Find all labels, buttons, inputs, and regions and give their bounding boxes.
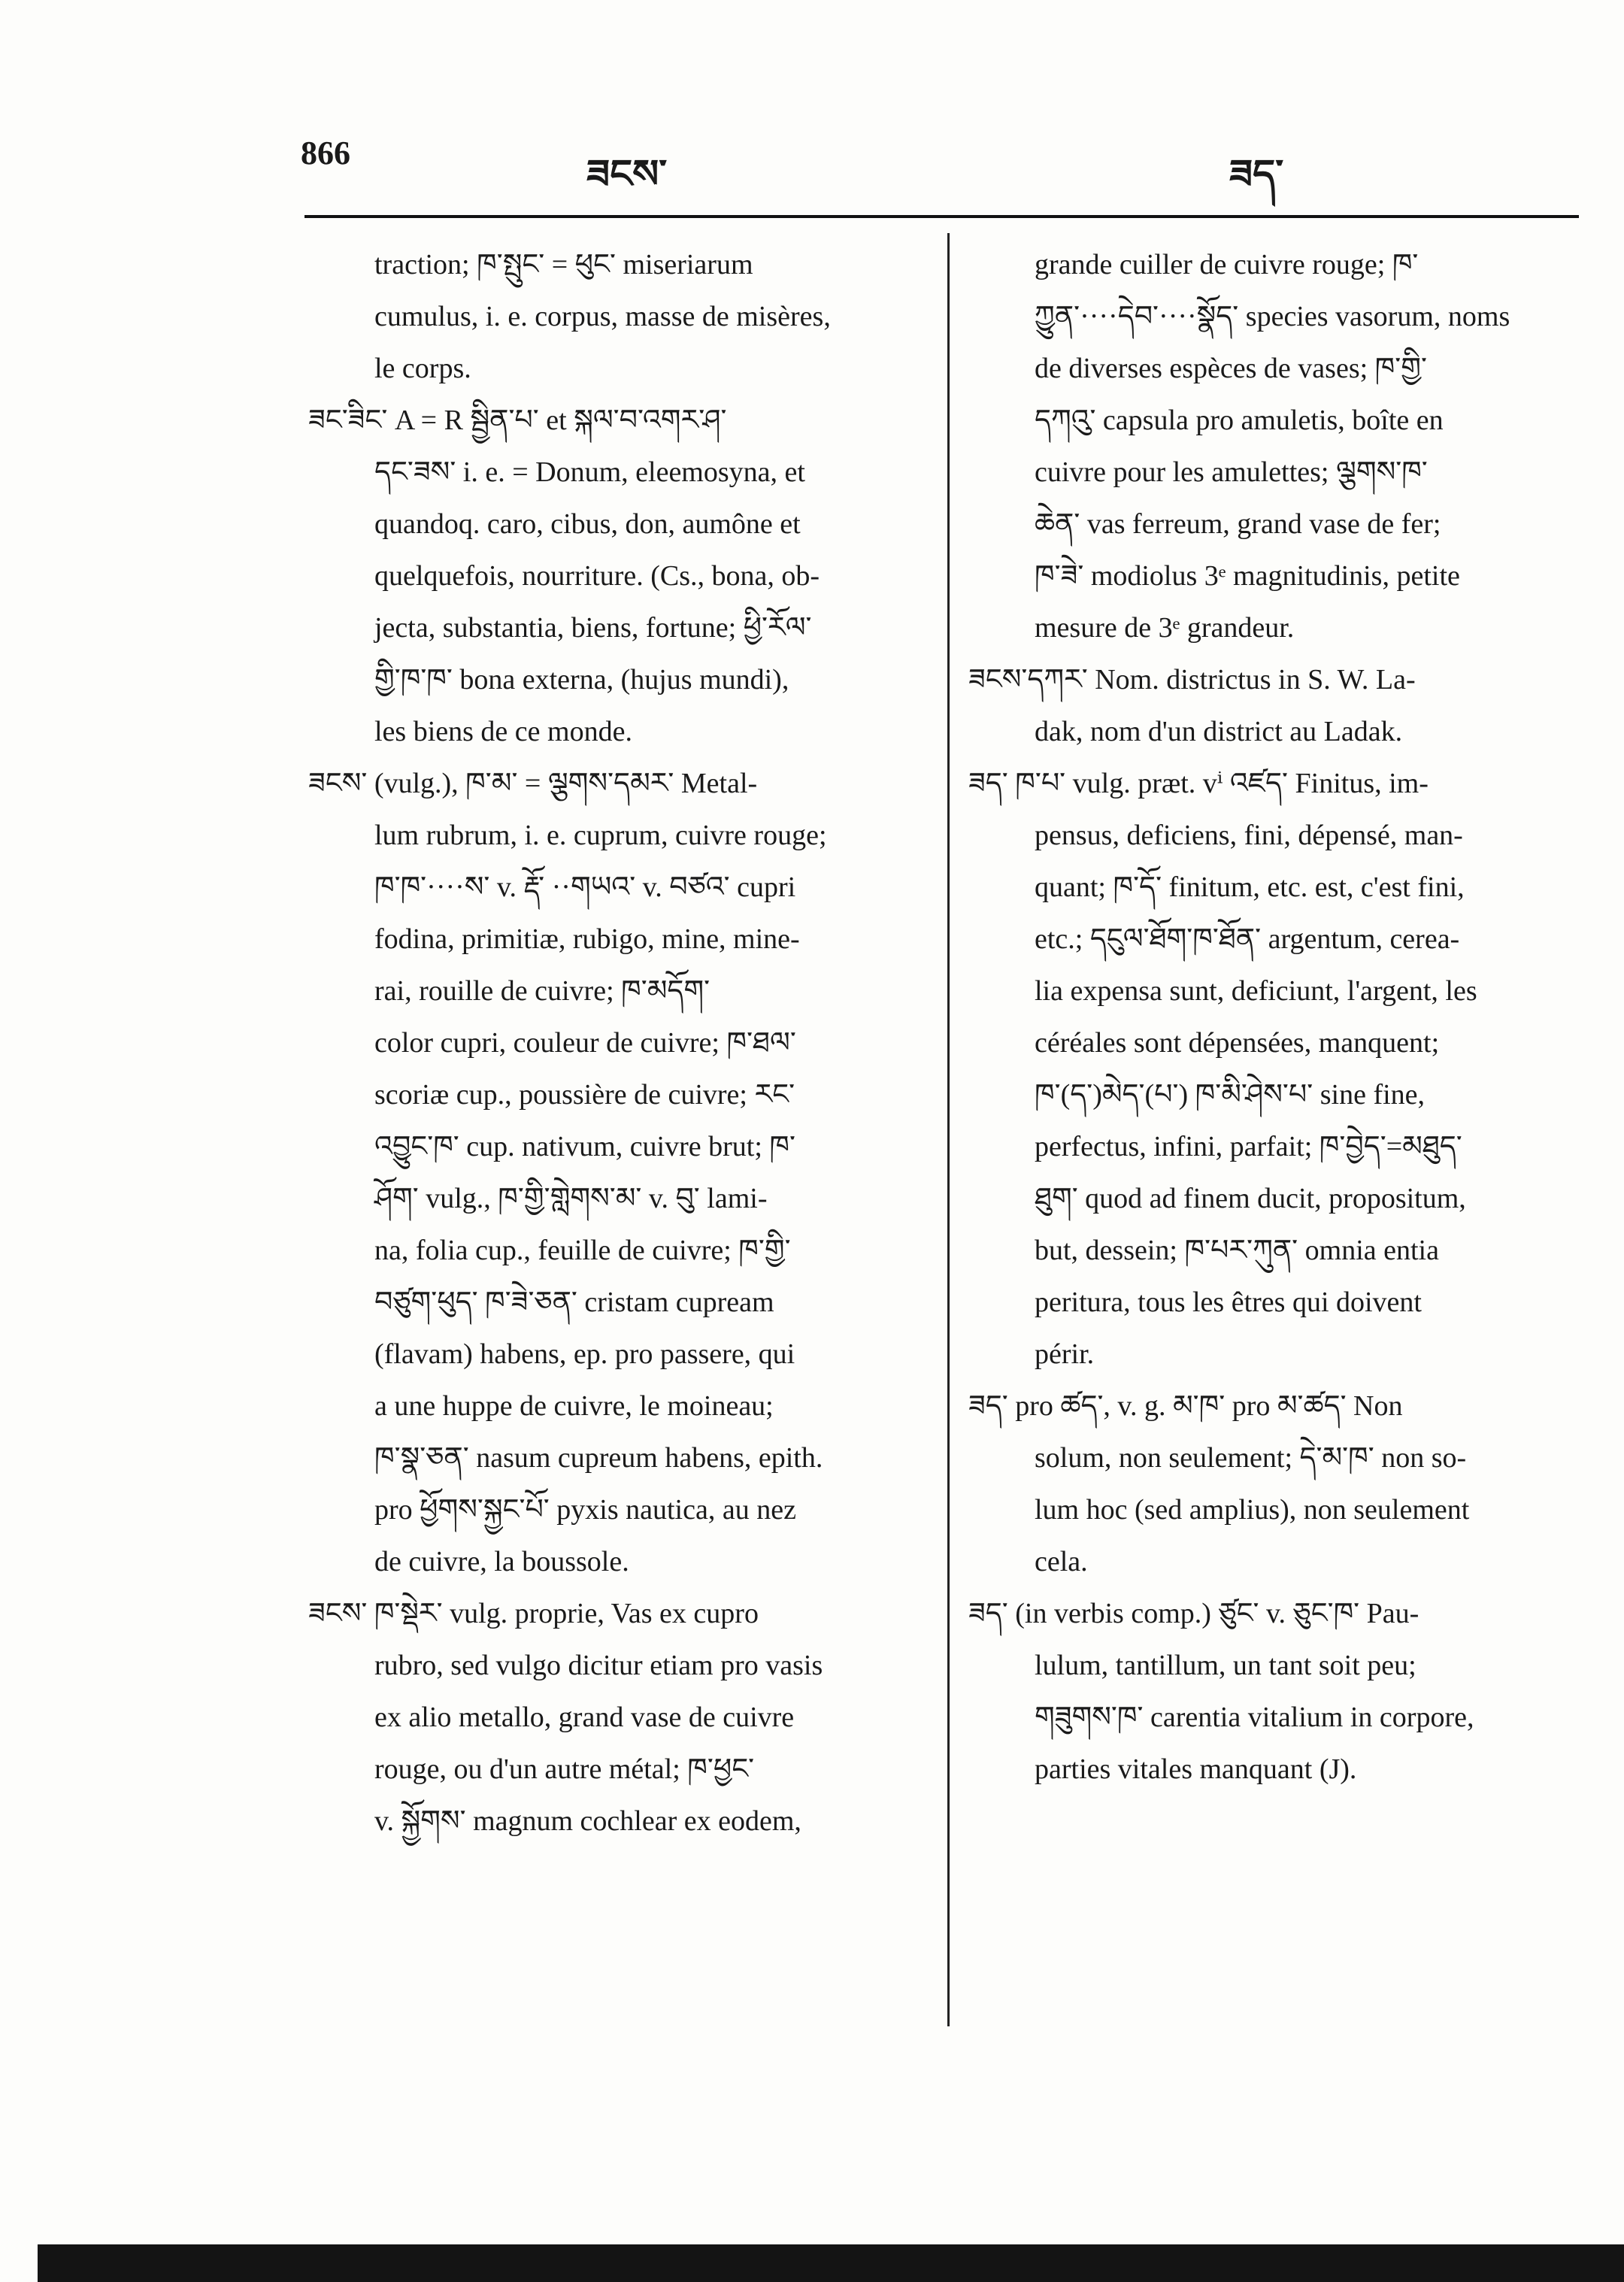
text-line: les biens de ce monde. — [374, 716, 632, 747]
text-line: peritura, tous les êtres qui doivent — [1035, 1286, 1422, 1318]
text-line: lum hoc (sed amplius), non seulement — [1035, 1494, 1470, 1526]
entry-headword-line: ཟད་ ཁ་པ་ vulg. præt. vⁱ འཛད་ Finitus, im- — [968, 768, 1429, 799]
text-line: lia expensa sunt, deficiunt, l'argent, les — [1035, 975, 1477, 1007]
text-line: ex alio metallo, grand vase de cuivre — [374, 1702, 795, 1733]
text-line: ཁ་ཟེ་ modiolus 3ᵉ magnitudinis, petite — [1035, 560, 1460, 592]
text-line: ཤོག་ vulg., ཁ་གྱི་གླེགས་མ་ v. བུ་ lami- — [374, 1183, 768, 1214]
text-line: solum, non seulement; དེ་མ་ཁ་ non so- — [1035, 1442, 1467, 1474]
entry-headword-line: ཟང་ཟིང་ A = R སྦྱིན་པ་ et སྐལ་བ་འགར་ཤ་ — [308, 405, 727, 436]
text-line: quant; ཁ་དོ་ finitum, etc. est, c'est fini, — [1035, 871, 1465, 903]
text-line: ཀྱུན་····དེབ་····སྣོད་ species vasorum, noms — [1035, 301, 1510, 332]
text-line: etc.; དངུལ་ཐོག་ཁ་ཐོན་ argentum, cerea- — [1035, 923, 1460, 955]
text-line: grande cuiller de cuivre rouge; ཁ་ — [1035, 249, 1419, 280]
text-line: de diverses espèces de vases; ཁ་གྱི་ — [1035, 353, 1427, 384]
column-divider — [947, 233, 950, 2026]
text-line: fodina, primitiæ, rubigo, mine, mine- — [374, 923, 800, 955]
entry-headword-line: ཟངས་དཀར་ Nom. districtus in S. W. La- — [968, 664, 1416, 696]
entry-headword-line: ཟངས་ (vulg.), ཁ་མ་ = ལྕགས་དམར་ Metal- — [308, 768, 758, 799]
left-column — [308, 239, 932, 1847]
text-line: a une huppe de cuivre, le moineau; — [374, 1390, 774, 1422]
text-line: lum rubrum, i. e. cuprum, cuivre rouge; — [374, 820, 827, 851]
text-line: parties vitales manquant (J). — [1035, 1753, 1357, 1785]
text-line: rubro, sed vulgo dicitur etiam pro vasis — [374, 1650, 823, 1681]
text-line: mesure de 3ᵉ grandeur. — [1035, 612, 1295, 644]
text-line: quandoq. caro, cibus, don, aumône et — [374, 508, 801, 540]
text-line: ཁ་(ད་)མེད་(པ་) ཁ་མི་ཤེས་པ་ sine fine, — [1035, 1079, 1426, 1111]
entry-headword-line: ཟད་ pro ཚད་, v. g. མ་ཁ་ pro མ་ཚད་ Non — [968, 1390, 1403, 1422]
right-running-headword: ཟད་ — [1229, 152, 1284, 197]
text-line: དང་ཟས་ i. e. = Donum, eleemosyna, et — [374, 456, 805, 488]
entry-headword-line: ཟད་ (in verbis comp.) ཙུང་ v. ཅུང་ཁ་ Pau- — [968, 1598, 1419, 1629]
left-running-headword: ཟངས་ — [586, 152, 668, 197]
text-line: rai, rouille de cuivre; ཁ་མདོག་ — [374, 975, 710, 1007]
text-line: གཟུགས་ཁ་ carentia vitalium in corpore, — [1035, 1702, 1474, 1733]
text-line: ཆེན་ vas ferreum, grand vase de fer; — [1035, 508, 1441, 540]
text-line: de cuivre, la boussole. — [374, 1546, 629, 1577]
page-number: 866 — [301, 135, 350, 171]
right-column — [968, 239, 1579, 1796]
text-line: traction; ཁ་སྤུང་ = ཕུང་ miseriarum — [374, 249, 753, 280]
text-line: rouge, ou d'un autre métal; ཁ་ཕྱང་ — [374, 1753, 755, 1785]
text-line: perfectus, infini, parfait; ཁ་བྱེད་=མཐུད་ — [1035, 1131, 1462, 1162]
text-line: v. སྐྱོགས་ magnum cochlear ex eodem, — [374, 1805, 801, 1837]
text-line: དཀའུ་ capsula pro amuletis, boîte en — [1035, 405, 1444, 436]
entry-headword-line: ཟངས་ ཁ་སྡེར་ vulg. proprie, Vas ex cupro — [308, 1598, 759, 1629]
text-line: cumulus, i. e. corpus, masse de misères, — [374, 301, 831, 332]
text-line: scoriæ cup., poussière de cuivre; རང་ — [374, 1079, 795, 1111]
text-line: le corps. — [374, 353, 471, 384]
text-line: jecta, substantia, biens, fortune; ཕྱི་རོལ་ — [374, 612, 812, 644]
text-line: cuivre pour les amulettes; ལྕགས་ཁ་ — [1035, 456, 1428, 488]
text-line: na, folia cup., feuille de cuivre; ཁ་གྱི་ — [374, 1235, 791, 1266]
text-line: འབྱུང་ཁ་ cup. nativum, cuivre brut; ཁ་ — [374, 1131, 795, 1162]
text-line: but, dessein; ཁ་པར་ཀུན་ omnia entia — [1035, 1235, 1439, 1266]
text-line: ཐུག་ quod ad finem ducit, propositum, — [1035, 1183, 1466, 1214]
text-line: quelquefois, nourriture. (Cs., bona, ob- — [374, 560, 820, 592]
text-line: གྱི་ཁ་ཁ་ bona externa, (hujus mundi), — [374, 664, 789, 696]
text-line: périr. — [1035, 1338, 1095, 1370]
text-line: cela. — [1035, 1546, 1088, 1577]
text-line: ཁ་སྣ་ཅན་ nasum cupreum habens, epith. — [374, 1442, 823, 1474]
text-line: céréales sont dépensées, manquent; — [1035, 1027, 1440, 1059]
scan-edge-band — [38, 2244, 1624, 2282]
header-rule — [304, 215, 1579, 218]
text-line: dak, nom d'un district au Ladak. — [1035, 716, 1403, 747]
text-line: pensus, deficiens, fini, dépensé, man- — [1035, 820, 1463, 851]
text-line: lulum, tantillum, un tant soit peu; — [1035, 1650, 1416, 1681]
text-line: pro ཕྱོགས་སྐྱང་པོ་ pyxis nautica, au nez — [374, 1494, 796, 1526]
text-line: ཁ་ཁ་····ས་ v. རྡོ་ ··གཡའ་ v. བཙའ་ cupri — [374, 871, 796, 903]
text-line: (flavam) habens, ep. pro passere, qui — [374, 1338, 795, 1370]
page-header — [301, 134, 1586, 197]
text-line: བཙུག་ཕུད་ ཁ་ཟེ་ཅན་ cristam cupream — [374, 1286, 774, 1318]
text-line: color cupri, couleur de cuivre; ཁ་ཐལ་ — [374, 1027, 796, 1059]
